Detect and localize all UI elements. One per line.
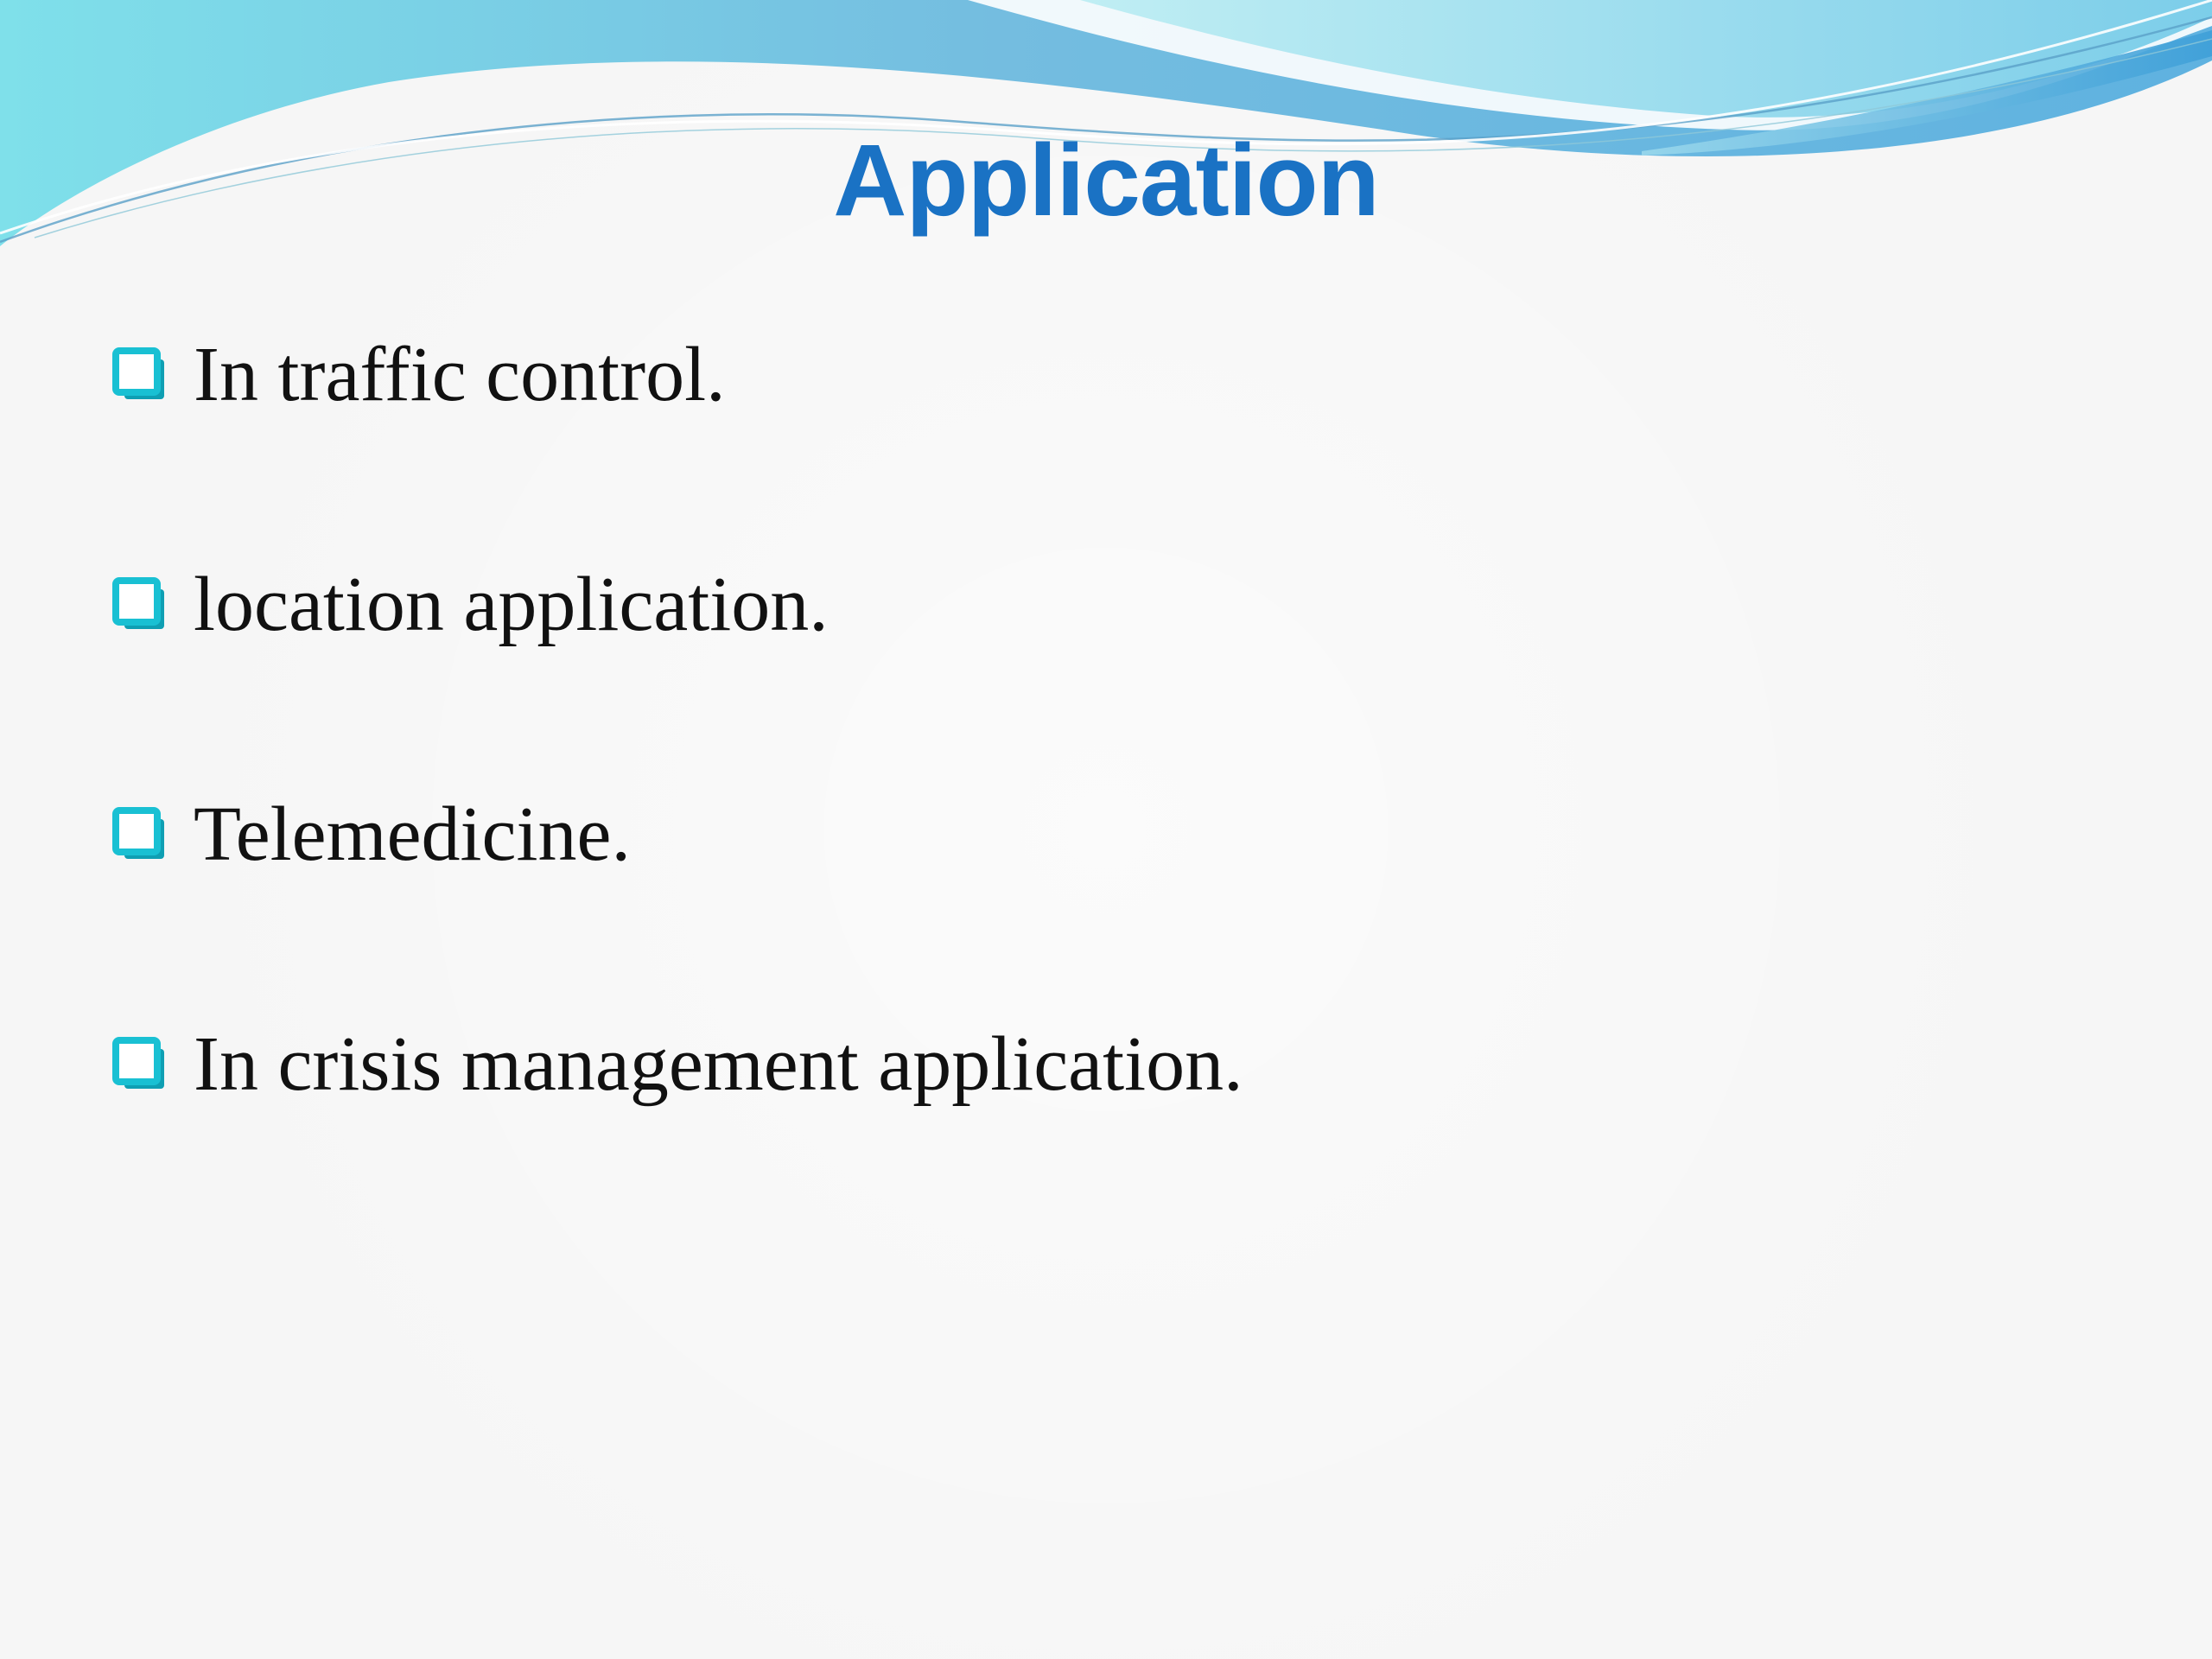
list-item [112,1018,1243,1111]
slide-title: Application [833,124,1379,238]
hollow-square-bullet-icon [112,1037,168,1092]
bullet-text: In crisis management application. [194,1021,1243,1107]
hollow-square-bullet-icon [112,347,168,403]
list-item [112,328,1243,422]
bullet-text: In traffic control. [194,332,726,417]
list-item [112,558,1243,652]
hollow-square-bullet-icon [112,577,168,632]
bullet-text: location application. [194,562,829,647]
hollow-square-bullet-icon [112,807,168,862]
bullet-list [112,328,1243,1248]
bullet-text: Telemedicine. [194,791,631,877]
list-item [112,788,1243,881]
